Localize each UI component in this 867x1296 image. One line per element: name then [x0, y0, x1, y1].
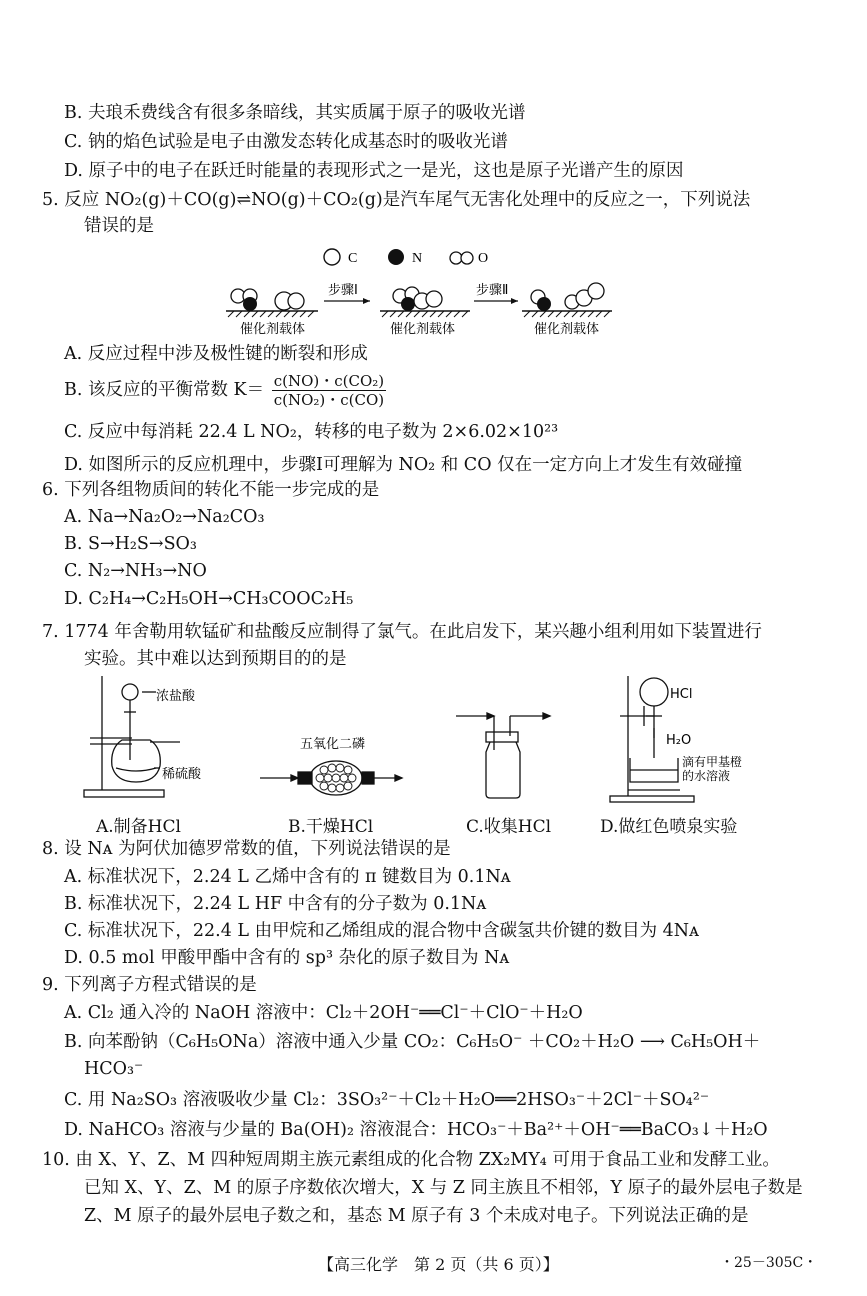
legend-o-label: O: [478, 251, 489, 266]
caption-d: D.做红色喷泉实验: [600, 817, 738, 837]
text-line-d4: D. 原子中的电子在跃迁时能量的表现形式之一是光，这也是原子光谱产生的原因: [64, 161, 684, 181]
text-line-c8: C. 标准状况下，22.4 L 由甲烷和乙烯组成的混合物中含碳氢共价键的数目为 4Nᴀ: [64, 921, 699, 941]
text-line-b6: B. S→H₂S→SO₃: [64, 534, 197, 554]
label-p2o5: 五氧化二磷: [300, 737, 366, 752]
text-line-d6: D. C₂H₄→C₂H₅OH→CH₃COOC₂H₅: [64, 589, 354, 609]
text-line-q7b: 实验。其中难以达到预期目的的是: [84, 649, 347, 669]
text-line-q5: 5. 反应 NO₂(g)＋CO(g)⇌NO(g)＋CO₂(g)是汽车尾气无害化处理中的反应之一，下列说法: [42, 190, 751, 210]
text-line-q10c: Z、M 原子的最外层电子数之和，基态 M 原子有 3 个未成对电子。下列说法正确的是: [84, 1206, 749, 1226]
footer-page-info: 【高三化学 第 2 页（共 6 页）】: [318, 1255, 559, 1274]
p2o5-granules: [316, 764, 356, 792]
text-line-q7: 7. 1774 年舍勒用软锰矿和盐酸反应制得了氯气。在此启发下，某兴趣小组利用如下装置进行: [42, 622, 762, 642]
label-methyl-orange: 滴有甲基橙: [682, 755, 743, 769]
text-line-c6: C. N₂→NH₃→NO: [64, 561, 207, 581]
fraction-denominator: c(NO₂)・c(CO): [273, 391, 385, 409]
footer-code: ・25－305C・: [720, 1255, 818, 1271]
text-line-q9: 9. 下列离子方程式错误的是: [42, 975, 257, 995]
option-5b: [64, 372, 386, 409]
text-line-q6: 6. 下列各组物质间的转化不能一步完成的是: [42, 480, 380, 500]
text-line-a5: A. 反应过程中涉及极性键的断裂和形成: [64, 344, 368, 364]
equilibrium-fraction: [272, 372, 386, 409]
apparatus-figure: [80, 670, 780, 808]
support-label-1: 催化剂载体: [240, 322, 306, 337]
text-line-q5b: 错误的是: [84, 216, 154, 236]
reaction-mechanism-figure: [220, 244, 640, 340]
support-label-3: 催化剂载体: [534, 322, 600, 337]
label-dilute-h2so4: 稀硫酸: [162, 767, 202, 782]
step2-label: 步骤Ⅱ: [476, 283, 509, 298]
text-line-d5: D. 如图所示的反应机理中，步骤Ⅰ可理解为 NO₂ 和 CO 仅在一定方向上才发生有效碰撞: [64, 455, 743, 475]
text-line-a6: A. Na→Na₂O₂→Na₂CO₃: [64, 507, 265, 527]
text-line-q10: 10. 由 X、Y、Z、M 四种短周期主族元素组成的化合物 ZX₂MY₄ 可用于食品工业和发酵工业。: [42, 1150, 780, 1170]
text-line-b9b: HCO₃⁻: [84, 1059, 144, 1079]
text-line-c9: C. 用 Na₂SO₃ 溶液吸收少量 Cl₂：3SO₃²⁻＋Cl₂＋H₂O══2HSO₃⁻＋2Cl⁻＋SO₄²⁻: [64, 1090, 710, 1110]
legend-n-label: N: [412, 251, 423, 266]
step1-label: 步骤Ⅰ: [328, 283, 358, 298]
text-line-d8: D. 0.5 mol 甲酸甲酯中含有的 sp³ 杂化的原子数目为 Nᴀ: [64, 948, 510, 968]
text-line-c4: C. 钠的焰色试验是电子由激发态转化成基态时的吸收光谱: [64, 132, 508, 152]
legend-c-label: C: [348, 251, 358, 266]
caption-c: C.收集HCl: [466, 817, 552, 837]
text-line-a8: A. 标准状况下，2.24 L 乙烯中含有的 π 键数目为 0.1Nᴀ: [64, 867, 511, 887]
caption-a: A.制备HCl: [96, 817, 181, 837]
label-h2o: H₂O: [666, 733, 692, 748]
caption-b: B.干燥HCl: [288, 817, 374, 837]
text-line-q10b: 已知 X、Y、Z、M 的原子序数依次增大，X 与 Z 同主族且不相邻，Y 原子的最外层电子数是: [84, 1178, 803, 1198]
text-line-d9: D. NaHCO₃ 溶液与少量的 Ba(OH)₂ 溶液混合：HCO₃⁻＋Ba²⁺＋OH⁻══BaCO₃↓＋H₂O: [64, 1120, 768, 1140]
option-5b-prefix: B. 该反应的平衡常数 K＝: [64, 380, 265, 400]
text-line-q8: 8. 设 Nᴀ 为阿伏加德罗常数的值，下列说法错误的是: [42, 839, 451, 859]
apparatus-c: [456, 713, 550, 798]
text-line-b9: B. 向苯酚钠（C₆H₅ONa）溶液中通入少量 CO₂：C₆H₅O⁻ ＋CO₂＋H₂O ⟶ C₆H₅OH＋: [64, 1032, 761, 1052]
text-line-b4: B. 夫琅禾费线含有很多条暗线，其实质属于原子的吸收光谱: [64, 103, 526, 123]
label-hcl: HCl: [670, 687, 693, 702]
label-conc-hcl: 浓盐酸: [156, 689, 196, 704]
text-line-a9: A. Cl₂ 通入冷的 NaOH 溶液中：Cl₂＋2OH⁻══Cl⁻＋ClO⁻＋H₂O: [64, 1003, 583, 1023]
label-aqueous: 的水溶液: [682, 769, 731, 783]
fraction-numerator: c(NO)・c(CO₂): [273, 372, 385, 390]
text-line-c5: C. 反应中每消耗 22.4 L NO₂，转移的电子数为 2×6.02×10²³: [64, 422, 559, 442]
support-label-2: 催化剂载体: [390, 322, 456, 337]
text-line-b8: B. 标准状况下，2.24 L HF 中含有的分子数为 0.1Nᴀ: [64, 894, 487, 914]
